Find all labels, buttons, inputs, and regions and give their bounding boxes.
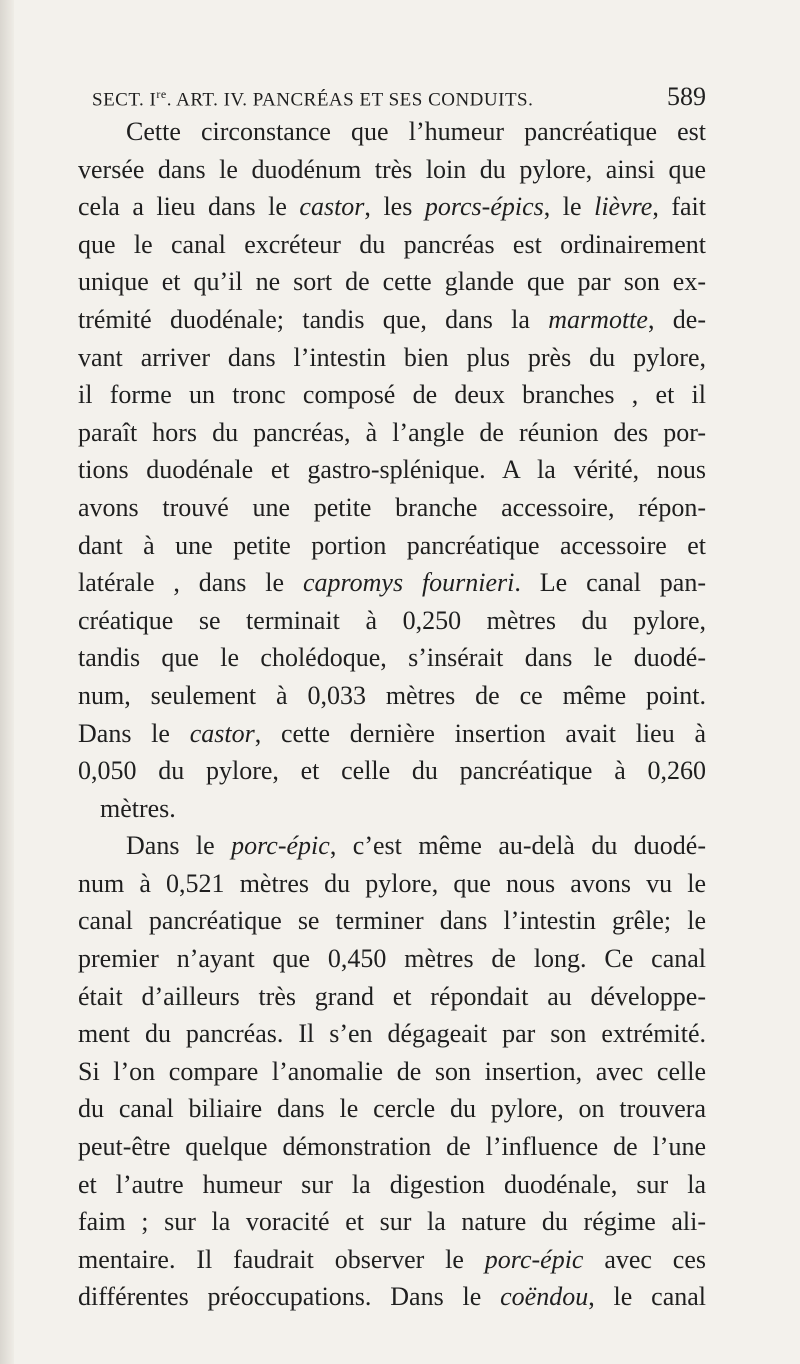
text-run: , les [364, 192, 425, 222]
text-line [78, 451, 706, 489]
text-run: que le canal excréteur du pancréas est ordinairement [78, 229, 706, 259]
running-head-rest: . ART. IV. PANCRÉAS ET SES CONDUITS. [166, 89, 534, 110]
text-line [78, 1015, 706, 1053]
text-run: tions duodénale et gastro-splénique. A la vérité, nous [78, 455, 706, 485]
text-run: unique et qu’il ne sort de cette glande que par son ex- [78, 267, 706, 297]
text-line [78, 188, 706, 226]
text-line [78, 1166, 706, 1204]
running-header [92, 82, 706, 112]
text-run: tandis que le cholédoque, s’insérait dans le duodé- [78, 643, 706, 673]
text-run: canal pancréatique se terminer dans l’intestin grêle; le [78, 906, 706, 936]
text-run: , de- [647, 304, 706, 334]
text-line [78, 1203, 706, 1241]
text-line [78, 902, 706, 940]
text-line [78, 1128, 706, 1166]
text-run: Si l’on compare l’anomalie de son insertion, avec celle [78, 1056, 706, 1086]
page-edge [0, 0, 14, 1364]
body-text [78, 113, 706, 1316]
italic-term: porcs-épics [424, 192, 544, 222]
section-label: SECT. I [92, 89, 157, 110]
text-run: versée dans le duodénum très loin du pylore, ainsi que [78, 154, 706, 184]
text-line [78, 226, 706, 264]
text-line [78, 790, 706, 828]
text-run: du canal biliaire dans le cercle du pylore, on trouvera [78, 1094, 706, 1124]
text-run: ment du pancréas. Il s’en dégageait par son extrémité. [78, 1019, 706, 1049]
text-line [78, 1241, 706, 1279]
text-run: faim ; sur la voracité et sur la nature du régime ali- [78, 1207, 706, 1237]
text-line [78, 1053, 706, 1091]
page-number: 589 [667, 82, 706, 111]
text-line [78, 827, 706, 865]
running-head-text [92, 87, 533, 111]
text-line [78, 339, 706, 377]
section-superscript: re [156, 86, 167, 101]
text-run: , c’est même au-delà du duodé- [329, 831, 706, 861]
text-run: latérale , dans le [78, 568, 303, 598]
text-line [78, 752, 706, 790]
italic-term: castor [299, 192, 365, 222]
text-run: cela a lieu dans le [78, 192, 300, 222]
text-line [78, 113, 706, 151]
italic-term: marmotte [548, 304, 648, 334]
text-line [78, 1090, 706, 1128]
text-run: Dans le [78, 718, 190, 748]
text-run: , cette dernière insertion avait lieu à [254, 718, 706, 748]
text-line [78, 715, 706, 753]
text-run: différentes préoccupations. Dans le [78, 1282, 501, 1312]
text-run: 0,050 du pylore, et celle du pancréatique à 0,260 [78, 756, 706, 786]
text-line [78, 1278, 706, 1316]
text-line [78, 414, 706, 452]
text-line [78, 677, 706, 715]
text-run: peut-être quelque démonstration de l’influence de l’une [78, 1132, 706, 1162]
text-run: mentaire. Il faudrait observer le [78, 1244, 485, 1274]
text-run: num, seulement à 0,033 mètres de ce même point. [78, 680, 706, 710]
text-run: , le canal [588, 1282, 706, 1312]
text-line [78, 376, 706, 414]
italic-term: castor [189, 718, 255, 748]
text-run: trémité duodénale; tandis que, dans la [78, 304, 549, 334]
text-line [78, 978, 706, 1016]
text-run: Dans le [126, 831, 232, 861]
text-run: vant arriver dans l’intestin bien plus près du pylore, [78, 342, 706, 372]
text-run: premier n’ayant que 0,450 mètres de long. Ce canal [78, 944, 706, 974]
text-line [78, 564, 706, 602]
italic-term: capromys fournieri [302, 568, 515, 598]
text-run: . Le canal pan- [514, 568, 707, 598]
italic-term: lièvre [594, 192, 653, 222]
text-line [78, 940, 706, 978]
text-line [78, 489, 706, 527]
text-line [78, 263, 706, 301]
text-run: était d’ailleurs très grand et répondait au développe- [78, 981, 706, 1011]
text-run: créatique se terminait à 0,250 mètres du pylore, [78, 605, 706, 635]
text-line [78, 527, 706, 565]
italic-term: porc-épic [231, 831, 330, 861]
italic-term: porc-épic [484, 1244, 584, 1274]
text-line [78, 151, 706, 189]
text-run: , fait [652, 192, 706, 222]
text-run: mètres. [100, 793, 176, 823]
text-run: dant à une petite portion pancréatique accessoire et [78, 530, 706, 560]
text-line [78, 301, 706, 339]
text-run: paraît hors du pancréas, à l’angle de réunion des por- [78, 417, 706, 447]
text-run: num à 0,521 mètres du pylore, que nous avons vu le [78, 868, 706, 898]
text-run: avons trouvé une petite branche accessoire, répon- [78, 492, 706, 522]
text-line [78, 865, 706, 903]
text-run: et l’autre humeur sur la digestion duodénale, sur la [78, 1169, 706, 1199]
italic-term: coëndou [500, 1282, 589, 1312]
text-line [78, 639, 706, 677]
text-run: avec ces [583, 1244, 707, 1274]
text-run: Cette circonstance que l’humeur pancréatique est [126, 117, 706, 146]
text-run: il forme un tronc composé de deux branches , et il [78, 380, 706, 410]
text-run: , le [543, 192, 595, 222]
text-line [78, 602, 706, 640]
